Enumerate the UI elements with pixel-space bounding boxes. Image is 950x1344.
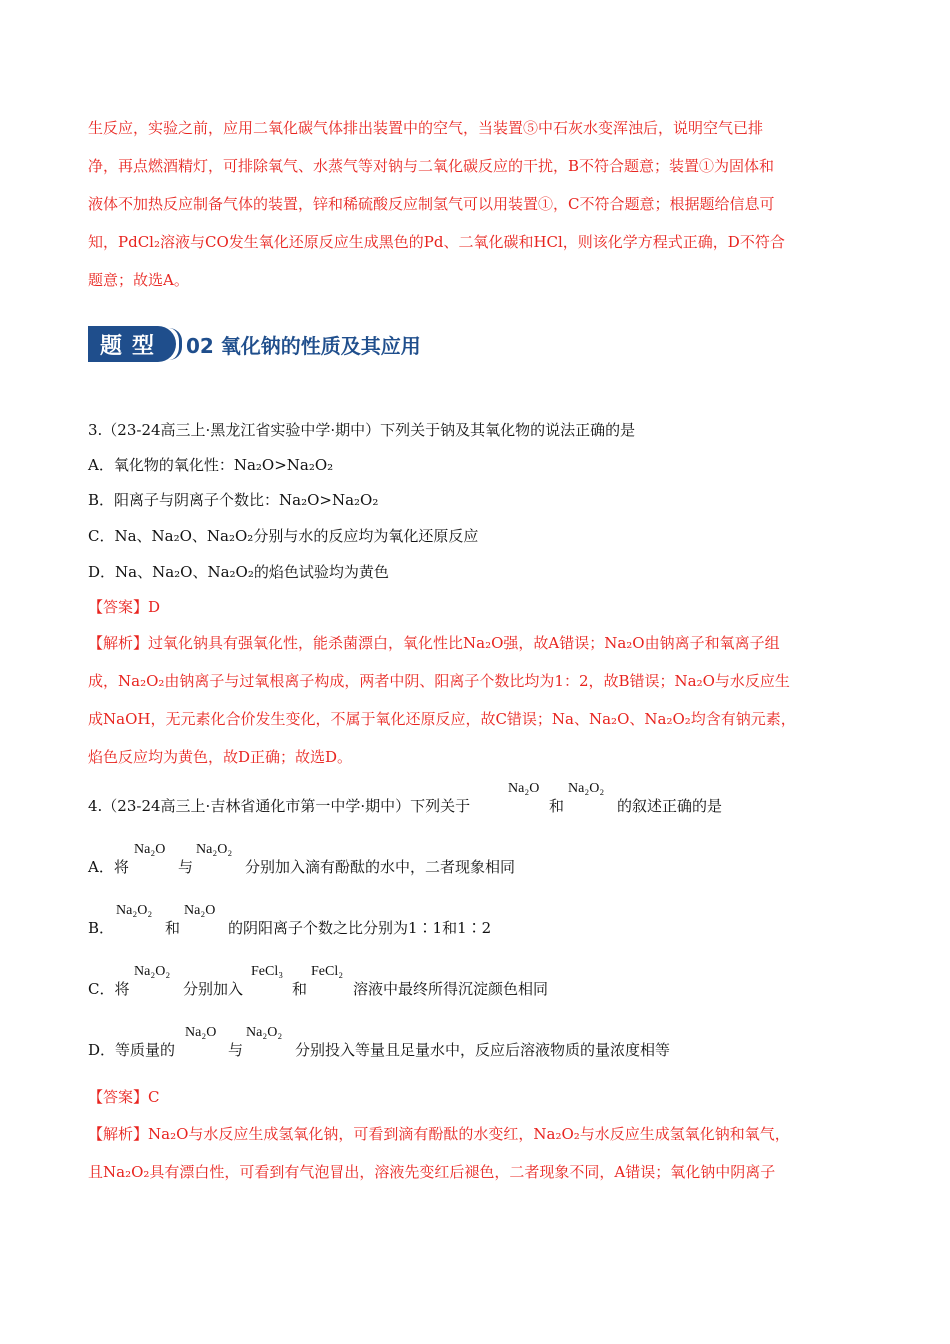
q4-c-formula-fecl3: FeCl₃: [251, 964, 284, 979]
section-title: 02 氧化钠的性质及其应用: [186, 333, 421, 358]
q3-option-c: C．Na、Na₂O、Na₂O₂分别与水的反应均为氧化还原反应: [88, 527, 479, 545]
q3-answer: 【答案】D: [88, 598, 161, 616]
q4-b-formula-na2o2: Na₂O₂: [116, 903, 153, 918]
q3-analysis-line-1: 【解析】过氧化钠具有强氧化性，能杀菌漂白，氧化性比Na₂O强，故A错误；Na₂O由钠离子和氧离子组: [88, 634, 780, 652]
q4-option-d-post: 分别投入等量且足量水中，反应后溶液物质的量浓度相等: [295, 1041, 671, 1059]
q4-option-c-mid2: 和: [292, 980, 308, 998]
q3-option-d: D．Na、Na₂O、Na₂O₂的焰色试验均为黄色: [88, 563, 389, 581]
prev-solution-line-1: 生反应，实验之前，应用二氧化碳气体排出装置中的空气，当装置⑤中石灰水变浑浊后，说明空气已排: [88, 119, 764, 137]
q4-option-a-pre: A．将: [88, 858, 129, 876]
q4-stem-formula-na2o2: Na₂O₂: [568, 781, 605, 796]
q4-d-formula-na2o2: Na₂O₂: [246, 1025, 283, 1040]
prev-solution-line-4: 知，PdCl₂溶液与CO发生氧化还原反应生成黑色的Pd、二氧化碳和HCl，则该化学方程式正确，D不符合: [88, 233, 785, 251]
q3-option-b: B．阳离子与阴离子个数比：Na₂O>Na₂O₂: [88, 491, 379, 509]
q4-option-c-pre: C．将: [88, 980, 130, 998]
q3-analysis-line-2: 成，Na₂O₂由钠离子与过氧根离子构成，两者中阴、阳离子个数比均为1：2，故B错误；Na₂O与水反应生: [88, 672, 790, 690]
q4-option-b-mid: 和: [165, 919, 181, 937]
q4-stem-and: 和: [549, 797, 565, 815]
q3-analysis-line-4: 焰色反应均为黄色，故D正确；故选D。: [88, 748, 353, 766]
q4-option-a-post: 分别加入滴有酚酞的水中，二者现象相同: [245, 858, 516, 876]
q4-option-d-pre: D．等质量的: [88, 1041, 176, 1059]
section-badge: 题型: [88, 326, 176, 362]
q4-c-formula-na2o2: Na₂O₂: [134, 964, 171, 979]
q4-option-a-mid: 与: [178, 858, 194, 876]
q3-option-a: A．氧化物的氧化性：Na₂O>Na₂O₂: [88, 456, 334, 474]
q3-stem: 3.（23-24高三上·黑龙江省实验中学·期中）下列关于钠及其氧化物的说法正确的是: [88, 421, 636, 439]
q4-option-b-post: 的阴阳离子个数之比分别为1∶1和1∶2: [228, 919, 492, 937]
q4-option-c-mid1: 分别加入: [183, 980, 244, 998]
q4-option-c-post: 溶液中最终所得沉淀颜色相同: [353, 980, 549, 998]
q4-b-formula-na2o: Na₂O: [184, 903, 216, 918]
q3-analysis-line-3: 成NaOH，无元素化合价发生变化，不属于氧化还原反应，故C错误；Na、Na₂O、Na₂O₂均含有钠元素，: [88, 710, 796, 728]
prev-solution-line-2: 净，再点燃酒精灯，可排除氧气、水蒸气等对钠与二氧化碳反应的干扰，B不符合题意；装置①为固体和: [88, 157, 775, 175]
q4-analysis-line-1: 【解析】Na₂O与水反应生成氢氧化钠，可看到滴有酚酞的水变红，Na₂O₂与水反应生成氢氧化钠和氧气，: [88, 1125, 790, 1143]
q4-stem-pre: 4.（23-24高三上·吉林省通化市第一中学·期中）下列关于: [88, 797, 471, 815]
prev-solution-line-5: 题意；故选A。: [88, 271, 189, 289]
q4-option-d-mid: 与: [228, 1041, 244, 1059]
q4-option-b-pre: B．: [88, 919, 115, 937]
q4-analysis-line-2: 且Na₂O₂具有漂白性，可看到有气泡冒出，溶液先变红后褪色，二者现象不同，A错误；氧化钠中阴离子: [88, 1163, 776, 1181]
q4-a-formula-na2o: Na₂O: [134, 842, 166, 857]
q4-answer: 【答案】C: [88, 1088, 160, 1106]
prev-solution-line-3: 液体不加热反应制备气体的装置，锌和稀硫酸反应制氢气可以用装置①，C不符合题意；根据题给信息可: [88, 195, 775, 213]
section-banner: [88, 324, 421, 364]
q4-stem-post: 的叙述正确的是: [617, 797, 723, 815]
q4-a-formula-na2o2: Na₂O₂: [196, 842, 233, 857]
q4-c-formula-fecl2: FeCl₂: [311, 964, 344, 979]
q4-stem-formula-na2o: Na₂O: [508, 781, 540, 796]
q4-d-formula-na2o: Na₂O: [185, 1025, 217, 1040]
